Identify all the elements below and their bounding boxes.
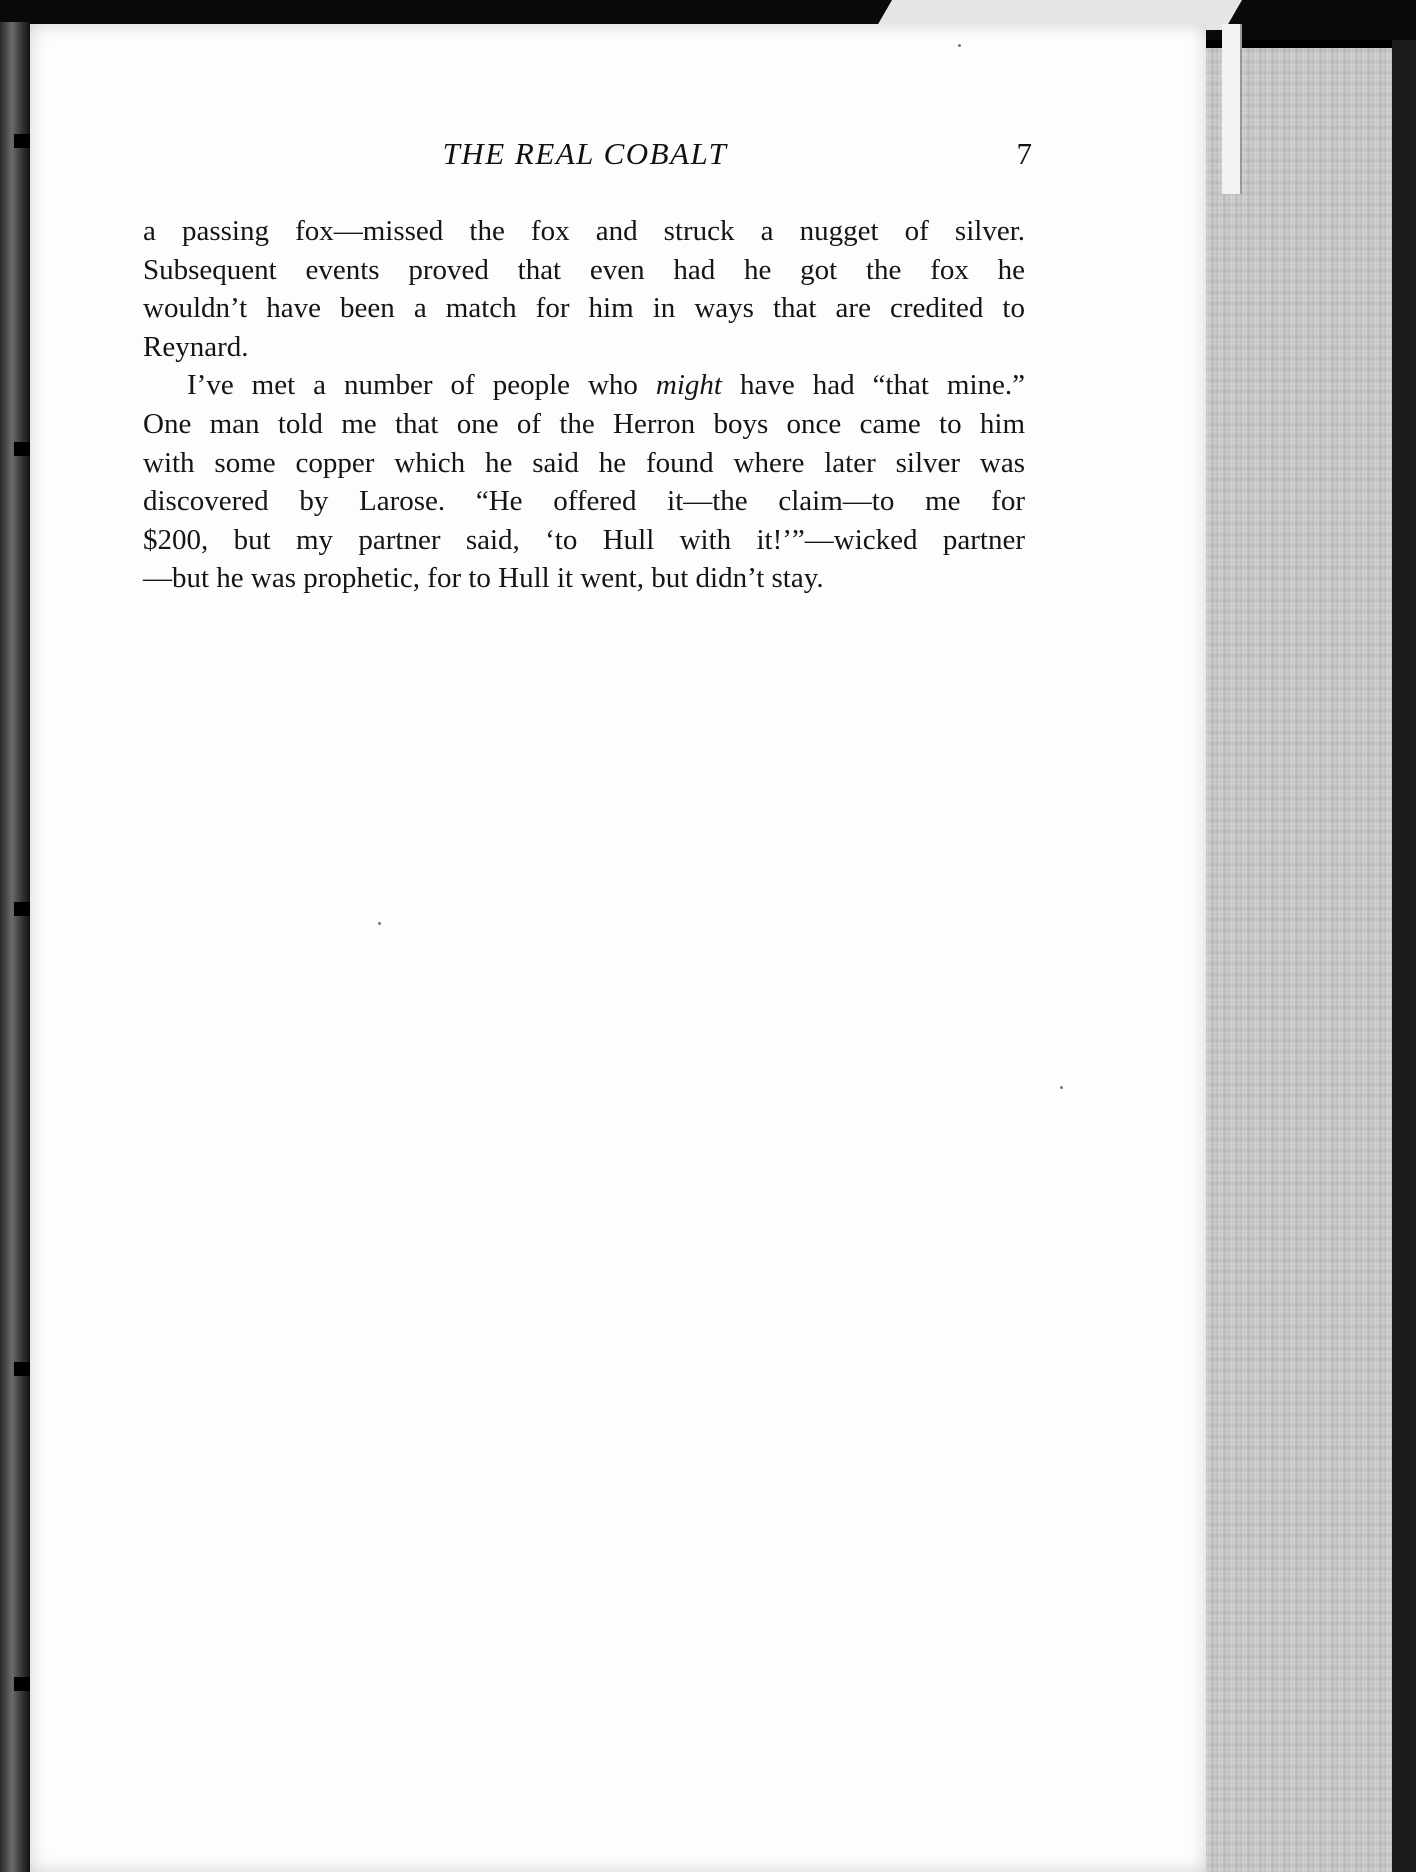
binding-mark [14,902,30,916]
text-line: —but he was prophetic, for to Hull it went, but didn’t stay. [143,562,824,595]
page-number: 7 [1016,136,1032,171]
text-line: Subsequent events proved that even had he got the fox he [143,253,1025,286]
text-line: Reynard. [143,330,249,363]
text-line: One man told me that one of the Herron boys once came to him [143,407,1025,440]
text-line [143,366,1025,405]
text-line: discovered by Larose. “He offered it—the claim—to me for [143,485,1025,518]
body-text [143,212,1025,598]
text-line: with some copper which he said he found where later silver was [143,446,1025,479]
binding-mark [14,442,30,456]
paper-speck [958,44,961,47]
text-line: wouldn’t have been a match for him in ways that are credited to [143,292,1025,325]
scan-border [1392,40,1416,1872]
running-title: THE REAL COBALT [442,136,728,171]
binding-mark [14,1677,30,1691]
binding-mark [14,1362,30,1376]
text-line: $200, but my partner said, ‘to Hull with it!’”—wicked partner [143,523,1025,556]
paper-speck [378,922,381,925]
text-run: have had “that mine.” [721,369,1025,402]
binding-mark [14,134,30,148]
text-run: I’ve met a number of people who [187,369,656,402]
text-line: a passing fox—missed the fox and struck a nugget of silver. [143,215,1025,247]
paper-speck [1060,1086,1063,1089]
emphasized-word: might [655,369,722,402]
page-edge-notch [1222,24,1242,194]
page-edges [1196,48,1392,1872]
book-binding [0,22,30,1872]
running-head [140,136,1030,180]
